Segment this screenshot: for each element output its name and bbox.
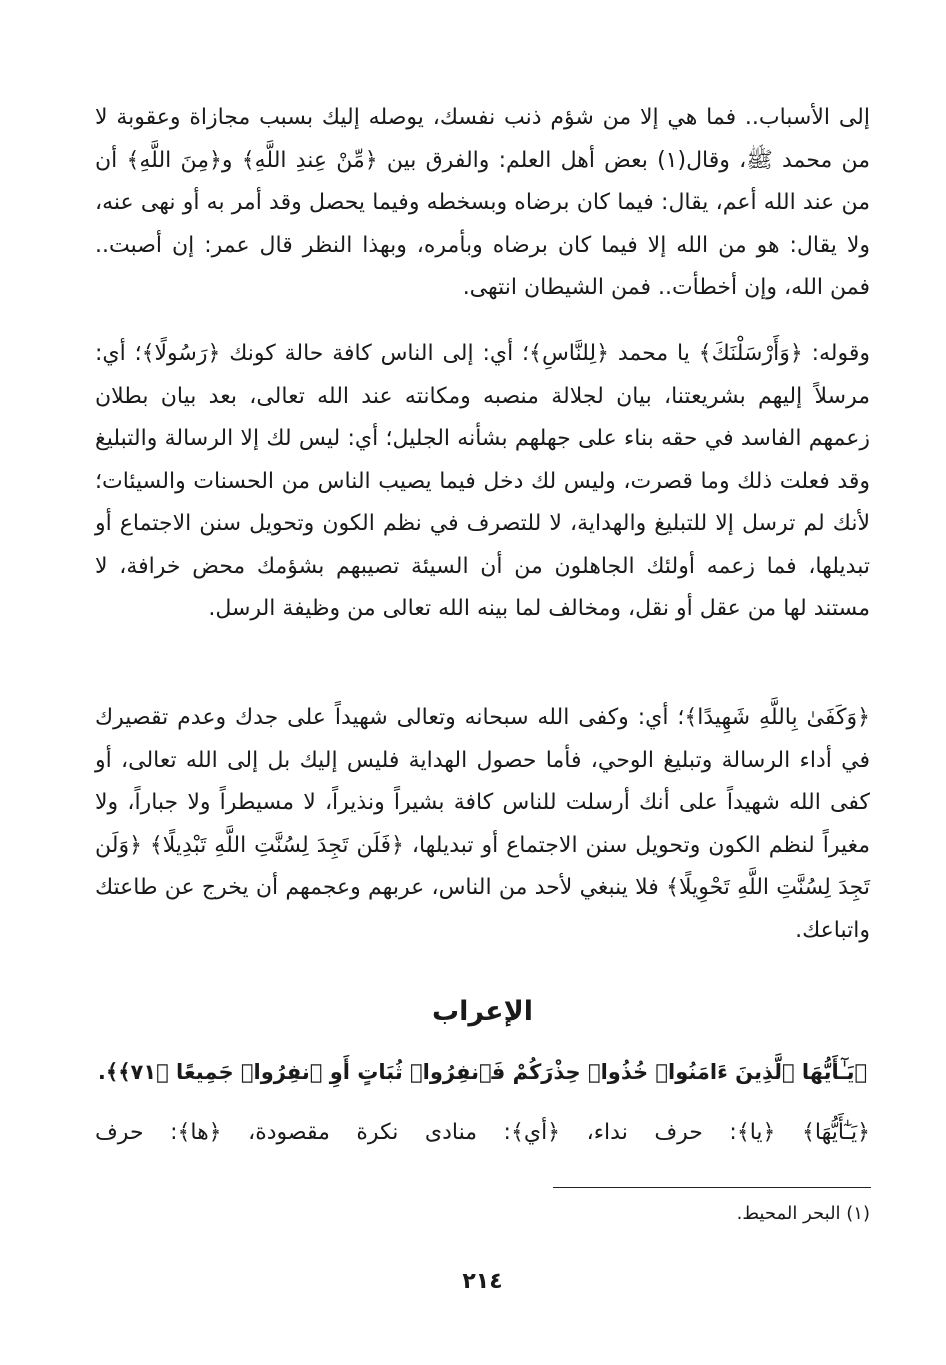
paragraph-text: ﴿وَكَفَىٰ بِاللَّهِ شَهِيدًا﴾؛ أي: وكفى الله سبحانه وتعالى شهيداً على جدك وعدم تقصيرك في أداء الرسالة وتبليغ الوحي، فأما حصول الهداية فليس إليك بل إلى الله تعالى، أو كفى الله شهيداً على أنك أرسلت للناس كافة بشيراً ونذيراً، لا مسيطراً ولا جباراً، ولا مغيراً لنظم الكون وتحويل سنن الاجتماع أو تبديلها، ﴿فَلَن تَجِدَ لِسُنَّتِ اللَّهِ تَبْدِيلًا﴾ ﴿وَلَن تَجِدَ لِسُنَّتِ اللَّهِ تَحْوِيلًا﴾ فلا ينبغي لأحد من الناس، عربهم وعجمهم أن يخرج عن طاعتك واتباعك. [95, 705, 870, 943]
paragraph-text: وقوله: ﴿وَأَرْسَلْنَكَ﴾ يا محمد ﴿لِلنَّاسِ﴾؛ أي: إلى الناس كافة حالة كونك ﴿رَسُولًا﴾؛ أي: مرسلاً إليهم بشريعتنا، بيان لجلالة منصبه ومكانته عند الله تعالى، بعد بيان بطلان زعمهم الفاسد في حقه بناء على جهلهم بشأنه الجليل؛ أي: ليس لك إلا الرسالة والتبليغ وقد فعلت ذلك وما قصرت، وليس لك دخل فيما يصيب الناس من الحسنات والسيئات؛ لأنك لم ترسل إلا للتبليغ والهداية، لا للتصرف في نظم الكون وتحويل سنن الاجتماع أو تبديلها، فما زعمه أولئك الجاهلون من أن السيئة تصيبهم بشؤمك محض خرافة، لا مستند لها من عقل أو نقل، ومخالف لما بينه الله تعالى من وظيفة الرسل. [95, 341, 870, 621]
tafsir-paragraph-3 [95, 697, 870, 952]
paragraph-text: إلى الأسباب.. فما هي إلا من شؤم ذنب نفسك، يوصله إليك بسبب مجازاة وعقوبة لا من محمد ﷺ، وقال(١) بعض أهل العلم: والفرق بين ﴿مِّنْ عِندِ اللَّهِ﴾ و﴿مِنَ اللَّهِ﴾ أن من عند الله أعم، يقال: فيما كان برضاه وبسخطه وفيما يحصل وقد أمر به أو نهى عنه، ولا يقال: هو من الله إلا فيما كان برضاه وبأمره، وبهذا النظر قال عمر: إن أصبت.. فمن الله، وإن أخطأت.. فمن الشيطان انتهى. [95, 105, 870, 300]
footnote-divider [553, 1187, 871, 1188]
section-heading: الإعراب [432, 996, 533, 1027]
footnote: (١) البحر المحيط. [736, 1203, 870, 1224]
irab-line: ﴿يَـٰٓأَيُّهَا﴾ ﴿يا﴾: حرف نداء، ﴿أي﴾: منادى نكرة مقصودة، ﴿ها﴾: حرف [95, 1120, 870, 1145]
page-number: ٢١٤ [462, 1269, 503, 1294]
tafsir-paragraph-2 [95, 333, 870, 631]
quran-verse: ﴿يَـٰٓأَيُّهَا ٱلَّذِينَ ءَامَنُوا۟ خُذُوا۟ حِذْرَكُمْ فَٱنفِرُوا۟ ثُبَاتٍ أَوِ ٱنفِرُوا۟ جَمِيعًا ﴿٧١﴾﴾. [97, 1060, 868, 1084]
tafsir-paragraph-1 [95, 97, 870, 310]
